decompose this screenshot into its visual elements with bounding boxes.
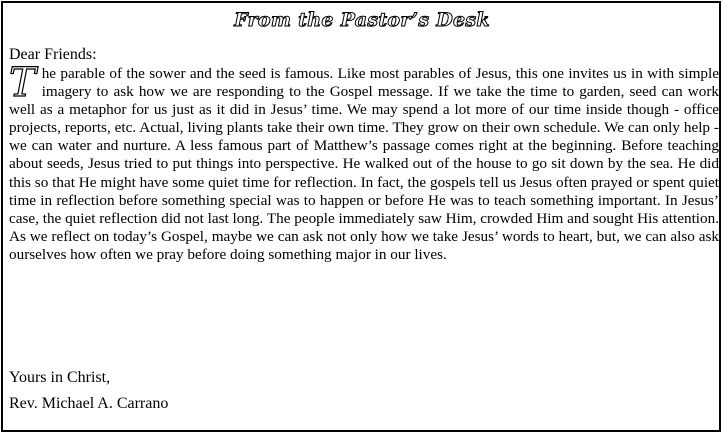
pastor-letter-box	[1, 1, 721, 432]
signature: Rev. Michael A. Carrano	[9, 395, 169, 412]
letter-title: From the Pastor’s Desk	[234, 9, 490, 31]
closing: Yours in Christ,	[9, 369, 111, 386]
letter-body	[9, 60, 719, 264]
drop-cap: T	[9, 60, 36, 106]
letter-body-text: he parable of the sower and the seed is famous. Like most parables of Jesus, this one invites us in with simple imagery to ask how we are responding to the Gospel message. If we take the time to garden, seed can work well as a metaphor for us just as it did in Jesus’ time. We may spend a lot more of our time inside though - office projects, reports, etc. Actual, living plants take their own time. They grow on their own schedule. We can only help - we can water and nurture. A less famous part of Matthew’s passage comes right at the beginning. Before teaching about seeds, Jesus tried to put things into perspective. He walked out of the house to go sit down by the sea. He did this so that He might have some quiet time for reflection. In fact, the gospels tell us Jesus often prayed or spent quiet time in reflection before something special was to happen or before He was to teach something important. In Jesus’ case, the quiet reflection did not last long. The people immediately saw Him, crowded Him and sought His attention. As we reflect on today’s Gospel, maybe we can ask not only how we take Jesus’ words to heart, but, we can also ask ourselves how often we pray before doing something major in our lives.	[9, 65, 719, 263]
salutation: Dear Friends:	[9, 46, 97, 63]
